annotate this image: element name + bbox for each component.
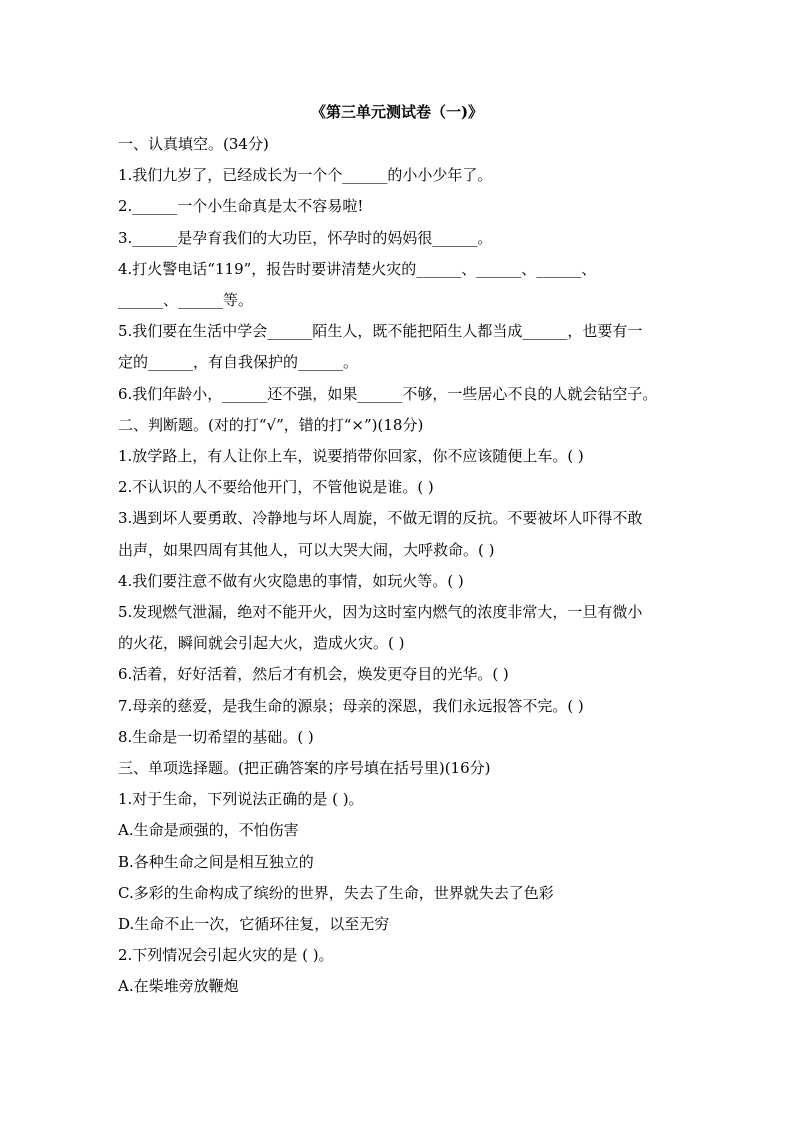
text-line: A.在柴堆旁放鞭炮 (118, 977, 239, 996)
text-line: A.生命是顽强的，不怕伤害 (118, 821, 299, 840)
text-line: 2.下列情况会引起火灾的是 ( )。 (118, 946, 334, 965)
page-title: 《第三单元测试卷（一)》 (310, 103, 484, 121)
text-line: 2.不认识的人不要给他开门，不管他说是谁。( ) (118, 478, 434, 497)
text-line: 6.我们年龄小，______还不强，如果______不够，一些居心不良的人就会钻空子。 (118, 384, 658, 403)
text-line: 5.发现燃气泄漏，绝对不能开火，因为这时室内燃气的浓度非常大，一旦有微小 (118, 603, 643, 622)
text-line: ______、______等。 (118, 291, 254, 310)
text-line: D.生命不止一次，它循环往复，以至无穷 (118, 915, 390, 934)
text-line: 7.母亲的慈爱，是我生命的源泉；母亲的深恩，我们永远报答不完。( ) (118, 696, 584, 715)
text-line: 三、单项选择题。(把正确答案的序号填在括号里)(16分) (118, 759, 491, 778)
text-line: 出声，如果四周有其他人，可以大哭大闹，大呼救命。( ) (118, 540, 495, 559)
text-line: C.多彩的生命构成了缤纷的世界，失去了生命，世界就失去了色彩 (118, 883, 554, 902)
text-line: 8.生命是一切希望的基础。( ) (118, 727, 314, 746)
text-line: 4.打火警电话“119”，报告时要讲清楚火灾的______、______、______、 (118, 259, 597, 278)
exam-body (118, 129, 678, 1003)
text-line: 3.遇到坏人要勇敢、冷静地与坏人周旋，不做无谓的反抗。不要被坏人吓得不敢 (118, 509, 643, 528)
text-line: 一、认真填空。(34分) (118, 135, 269, 153)
text-line: 二、判断题。(对的打“√”，错的打“×”)(18分) (118, 415, 424, 434)
text-line: 1.我们九岁了，已经成长为一个个______的小小少年了。 (118, 166, 493, 185)
text-line: 定的______，有自我保护的______。 (118, 353, 359, 372)
text-line: 的火花，瞬间就会引起大火，造成火灾。( ) (118, 634, 405, 653)
text-line: 4.我们要注意不做有火灾隐患的事情，如玩火等。( ) (118, 571, 464, 590)
text-line: 6.活着，好好活着，然后才有机会，焕发更夺目的光华。( ) (118, 665, 509, 684)
text-line: 3.______是孕育我们的大功臣，怀孕时的妈妈很______。 (118, 228, 493, 247)
text-line: 1.对于生命，下列说法正确的是 ( )。 (118, 790, 364, 809)
text-line: B.各种生命之间是相互独立的 (118, 852, 314, 871)
text-line: 2.______一个小生命真是太不容易啦! (118, 197, 364, 216)
text-line: 1.放学路上，有人让你上车，说要捎带你回家，你不应该随便上车。( ) (118, 447, 584, 466)
text-line: 5.我们要在生活中学会______陌生人，既不能把陌生人都当成______，也要有一 (118, 322, 643, 341)
